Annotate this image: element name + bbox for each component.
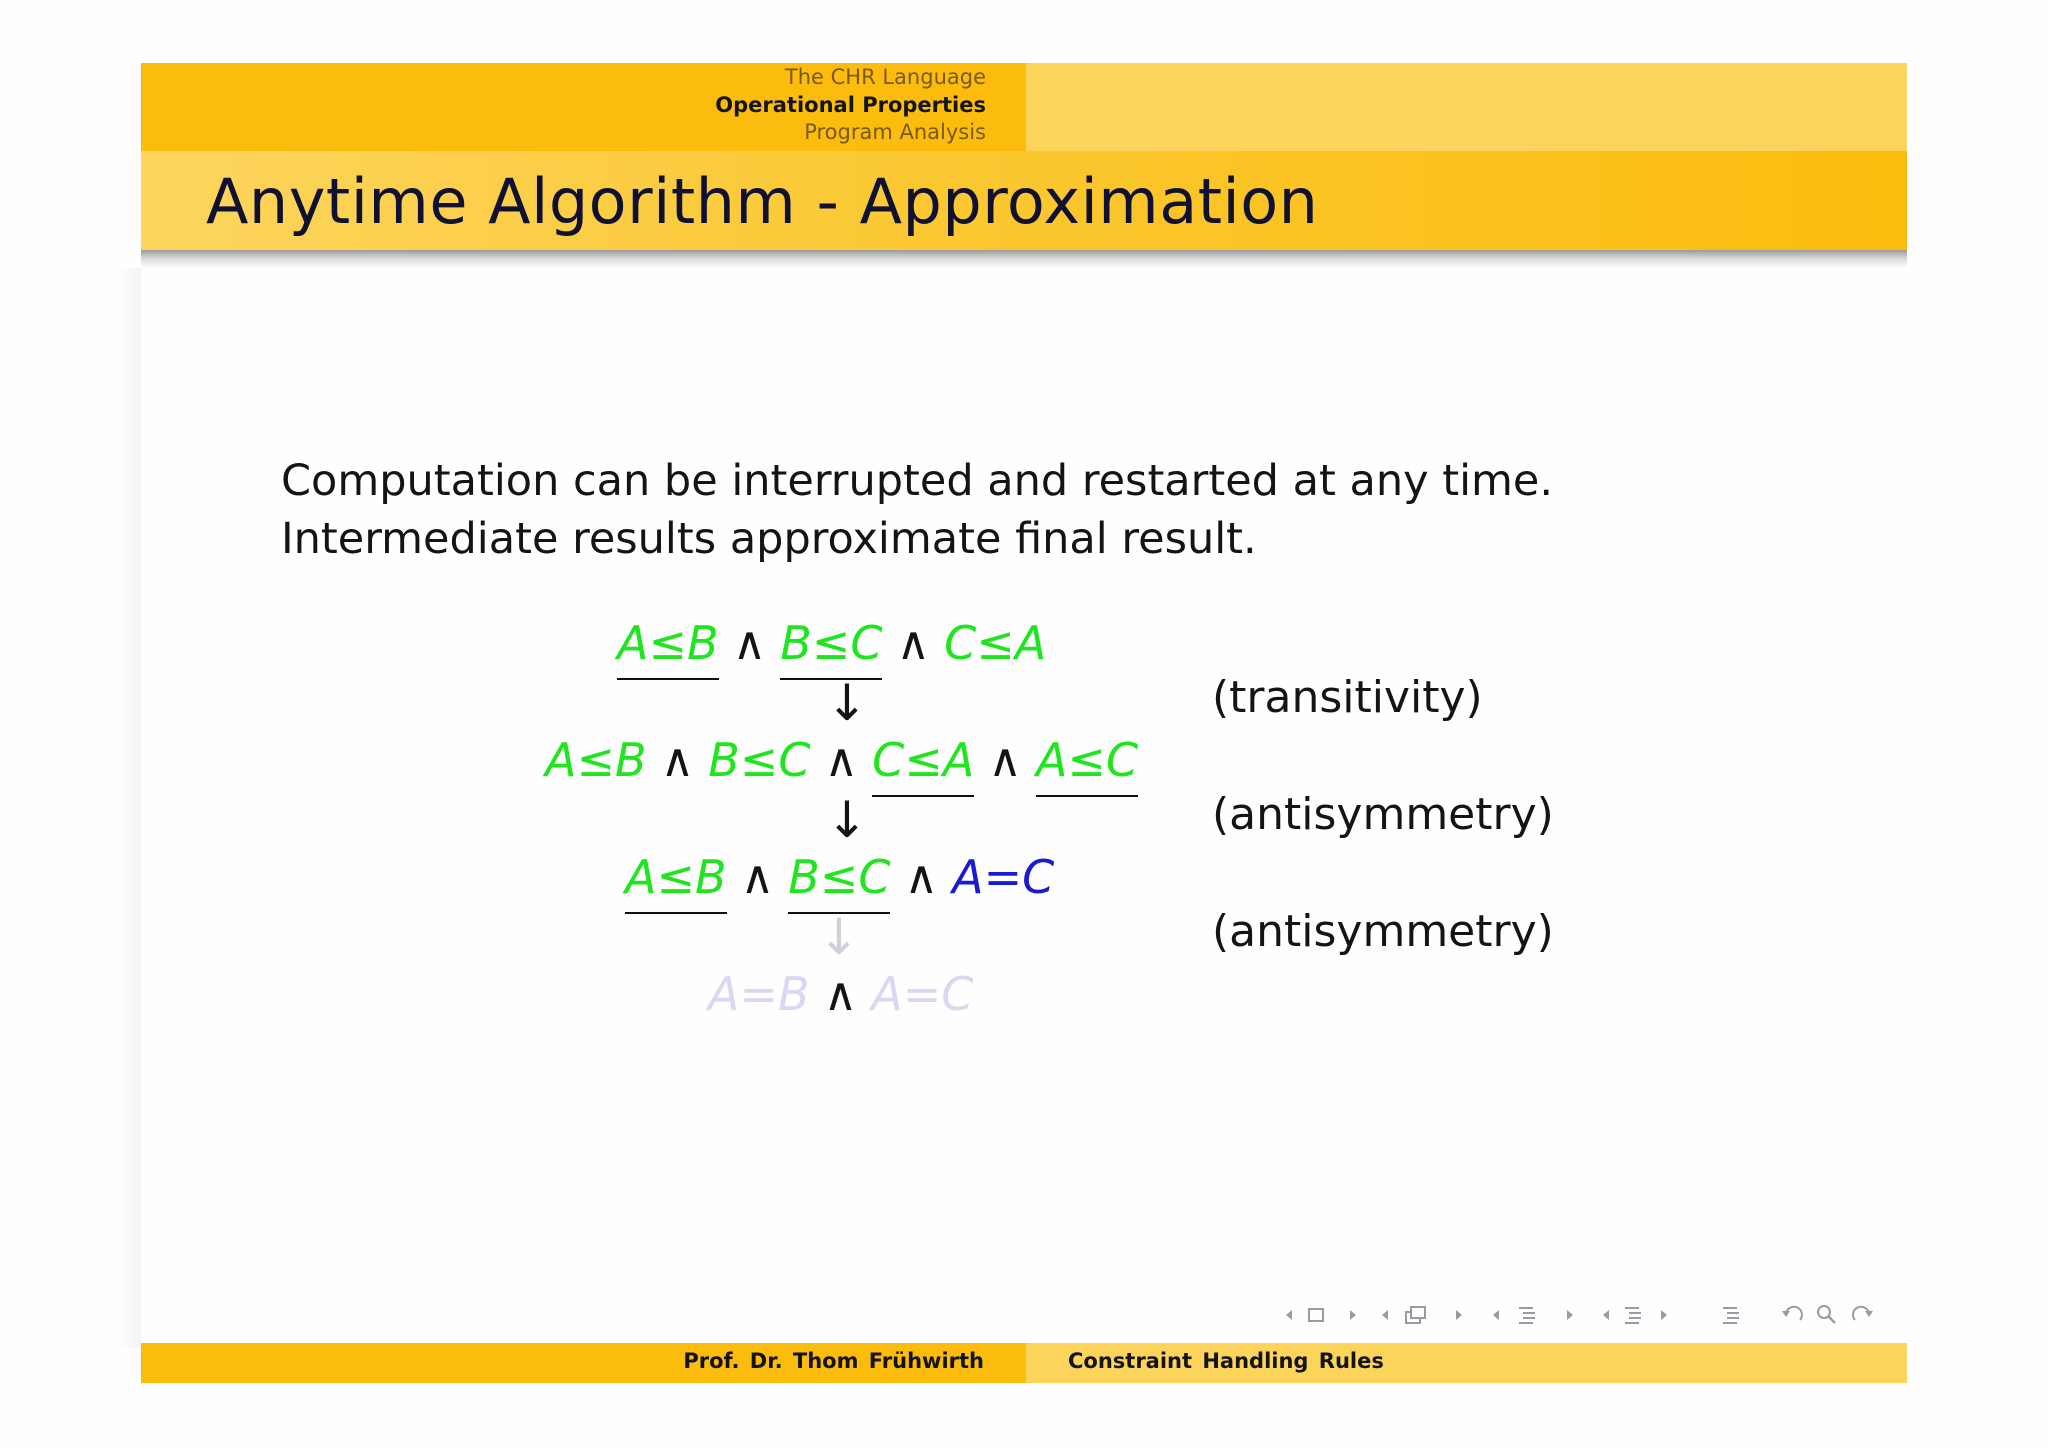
conjunction-symbol: ∧ — [732, 616, 767, 670]
frame-title-bar — [141, 151, 1907, 250]
constraint-a-leq-c: A≤C — [1036, 733, 1138, 797]
section-nav-icon[interactable] — [1485, 1302, 1589, 1333]
conjunction-symbol: ∧ — [904, 850, 939, 904]
constraint-a-eq-c: A=C — [871, 967, 974, 1021]
faded-down-arrow-icon: ↓ — [818, 908, 860, 966]
back-icon[interactable] — [1778, 1302, 1808, 1333]
footer-title: Constraint Handling Rules — [1068, 1349, 1384, 1373]
navigation-symbols — [1278, 1302, 1877, 1333]
body-line-1: Computation can be interrupted and restarted at any time. — [281, 456, 1554, 506]
constraint-b-leq-c: B≤C — [780, 616, 882, 680]
frame-nav-icon[interactable] — [1278, 1302, 1368, 1333]
footer-title-panel — [1026, 1343, 1907, 1383]
conjunction-symbol: ∧ — [988, 733, 1022, 787]
rule-label-antisymmetry: (antisymmetry) — [1212, 789, 1554, 840]
constraint-b-leq-c: B≤C — [708, 733, 811, 787]
section-link-chr-language[interactable]: The CHR Language — [784, 65, 986, 89]
frame-title: Anytime Algorithm - Approximation — [206, 165, 1319, 238]
align-icon[interactable] — [1701, 1302, 1771, 1333]
rule-label-antisymmetry: (antisymmetry) — [1212, 906, 1554, 957]
derivation-step-1 — [617, 614, 1046, 672]
constraint-b-leq-c: B≤C — [788, 850, 890, 914]
constraint-a-leq-b: A≤B — [617, 616, 719, 680]
section-link-operational-properties[interactable]: Operational Properties — [715, 92, 986, 117]
frame-title-shadow — [141, 250, 1907, 268]
constraint-c-leq-a: C≤A — [872, 733, 974, 797]
body-line-2: Intermediate results approximate final result. — [281, 514, 1257, 564]
footer-author-panel — [141, 1343, 1026, 1383]
body-text — [281, 452, 1553, 568]
conjunction-symbol: ∧ — [823, 967, 858, 1021]
header-subsection-panel — [1026, 63, 1907, 151]
derivation-step-3 — [625, 848, 1054, 906]
down-arrow-icon: ↓ — [826, 791, 868, 849]
subsection-nav-icon[interactable] — [1374, 1302, 1478, 1333]
header-sections-panel — [141, 63, 1026, 151]
down-arrow-icon: ↓ — [826, 674, 868, 732]
constraint-a-eq-b: A=B — [708, 967, 810, 1021]
left-shadow — [118, 268, 141, 1348]
conjunction-symbol: ∧ — [660, 733, 695, 787]
footer-author: Prof. Dr. Thom Frühwirth — [683, 1349, 984, 1373]
derivation-step-4 — [708, 965, 973, 1023]
constraint-c-leq-a: C≤A — [944, 616, 1047, 670]
constraint-a-leq-b: A≤B — [545, 733, 647, 787]
rule-label-transitivity: (transitivity) — [1212, 672, 1483, 723]
conjunction-symbol: ∧ — [824, 733, 859, 787]
section-link-program-analysis[interactable]: Program Analysis — [804, 120, 986, 144]
section-navigation — [715, 63, 986, 147]
conjunction-symbol: ∧ — [740, 850, 775, 904]
conjunction-symbol: ∧ — [896, 616, 931, 670]
search-icon[interactable] — [1814, 1302, 1840, 1333]
derivation-step-2 — [545, 731, 1138, 789]
constraint-a-leq-b: A≤B — [625, 850, 727, 914]
appendix-nav-icon[interactable] — [1595, 1302, 1695, 1333]
constraint-a-eq-c: A=C — [952, 850, 1055, 904]
forward-icon[interactable] — [1847, 1302, 1877, 1333]
